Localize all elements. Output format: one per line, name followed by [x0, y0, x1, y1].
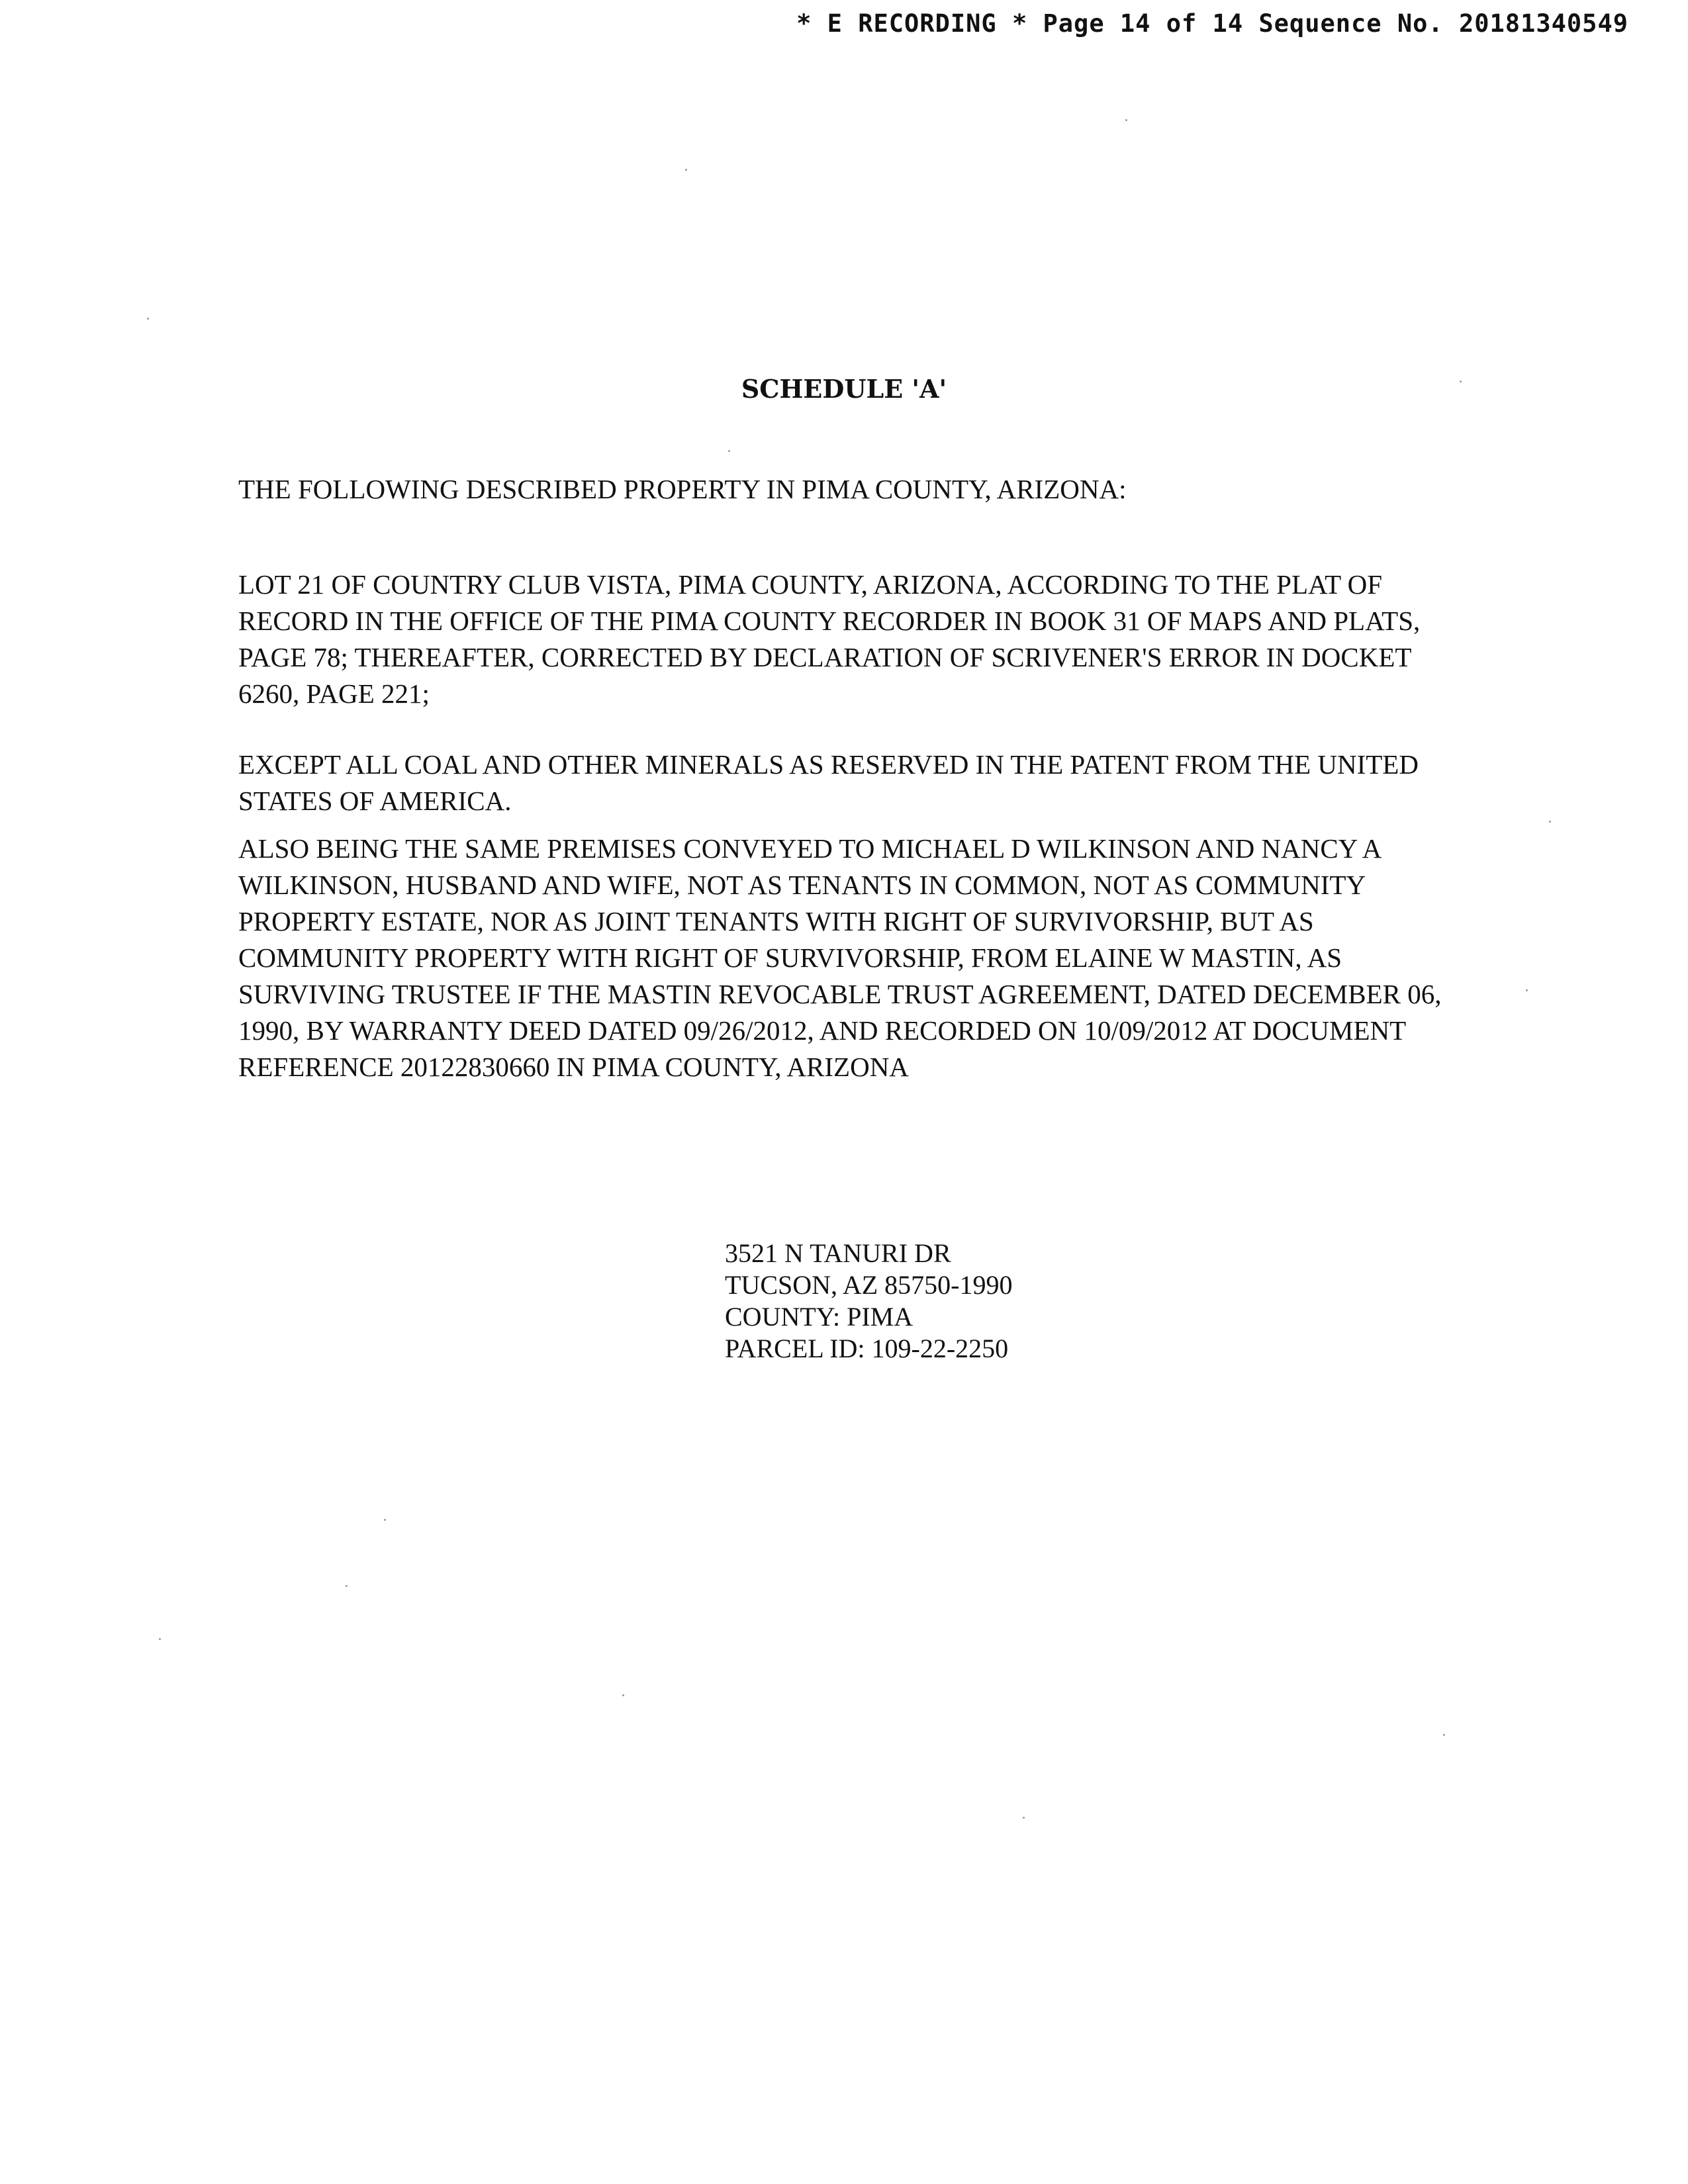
scan-speck	[147, 318, 149, 320]
scan-speck	[1526, 989, 1528, 991]
mineral-exception-line: EXCEPT ALL COAL AND OTHER MINERALS AS RESERVED IN THE PATENT FROM THE UNITED	[238, 749, 1419, 780]
address-county: COUNTY: PIMA	[725, 1302, 914, 1332]
scan-speck	[1125, 119, 1127, 121]
address-parcel-id: PARCEL ID: 109-22-2250	[725, 1334, 1009, 1363]
property-address-block	[725, 1238, 1012, 1365]
legal-description-line: 6260, PAGE 221;	[238, 678, 430, 709]
scan-speck	[685, 169, 687, 171]
schedule-title: SCHEDULE 'A'	[741, 374, 947, 404]
legal-description	[238, 567, 1496, 712]
vesting-line: 1990, BY WARRANTY DEED DATED 09/26/2012, AND RECORDED ON 10/09/2012 AT DOCUMENT	[238, 1015, 1407, 1046]
vesting-line: REFERENCE 20122830660 IN PIMA COUNTY, ARIZONA	[238, 1052, 909, 1082]
address-street: 3521 N TANURI DR	[725, 1238, 951, 1268]
vesting-line: SURVIVING TRUSTEE IF THE MASTIN REVOCABLE TRUST AGREEMENT, DATED DECEMBER 06,	[238, 979, 1442, 1009]
scan-speck	[1549, 821, 1551, 823]
mineral-exception	[238, 747, 1496, 819]
vesting-line: WILKINSON, HUSBAND AND WIFE, NOT AS TENANTS IN COMMON, NOT AS COMMUNITY	[238, 870, 1366, 900]
vesting-line: ALSO BEING THE SAME PREMISES CONVEYED TO MICHAEL D WILKINSON AND NANCY A	[238, 833, 1382, 864]
mineral-exception-line: STATES OF AMERICA.	[238, 786, 512, 816]
recording-header: * E RECORDING * Page 14 of 14 Sequence No. 20181340549	[796, 9, 1628, 38]
vesting-line: COMMUNITY PROPERTY WITH RIGHT OF SURVIVORSHIP, FROM ELAINE W MASTIN, AS	[238, 942, 1342, 973]
address-city-state-zip: TUCSON, AZ 85750-1990	[725, 1270, 1013, 1300]
vesting-line: PROPERTY ESTATE, NOR AS JOINT TENANTS WITH RIGHT OF SURVIVORSHIP, BUT AS	[238, 906, 1314, 936]
legal-description-line: RECORD IN THE OFFICE OF THE PIMA COUNTY RECORDER IN BOOK 31 OF MAPS AND PLATS,	[238, 606, 1421, 636]
legal-description-line: PAGE 78; THEREAFTER, CORRECTED BY DECLARATION OF SCRIVENER'S ERROR IN DOCKET	[238, 642, 1412, 672]
scan-speck	[346, 1585, 348, 1587]
scan-speck	[1023, 1817, 1025, 1819]
scan-speck	[159, 1638, 161, 1640]
scan-speck	[728, 450, 730, 452]
legal-description-line: LOT 21 OF COUNTRY CLUB VISTA, PIMA COUNTY, ARIZONA, ACCORDING TO THE PLAT OF	[238, 569, 1383, 600]
scan-speck	[1443, 1734, 1445, 1736]
vesting-paragraph	[238, 831, 1496, 1085]
scan-speck	[384, 1519, 386, 1521]
scan-speck	[1460, 381, 1462, 383]
property-intro: THE FOLLOWING DESCRIBED PROPERTY IN PIMA COUNTY, ARIZONA:	[238, 474, 1127, 504]
scan-speck	[622, 1694, 624, 1696]
